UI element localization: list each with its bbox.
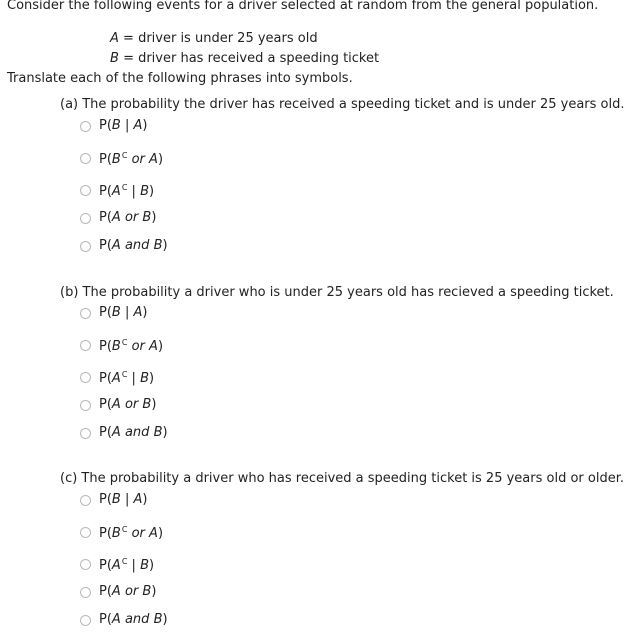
option-label: $P(A^C$ | B) [99,183,155,199]
option-label: P(A or B) [99,210,157,225]
radio-circle-icon[interactable] [80,308,91,319]
radio-circle-icon[interactable] [80,121,91,132]
option-label: P(A and B) [99,612,168,627]
radio-circle-icon[interactable] [80,559,91,570]
option-label: $P(A^C$ | B) [99,370,155,386]
definition-a [110,31,318,47]
symbol-b: B [110,51,119,66]
option-label: P(B | A) [99,305,148,320]
radio-circle-icon[interactable] [80,340,91,351]
definition-b [110,51,379,67]
radio-circle-icon[interactable] [80,400,91,411]
option-b5[interactable] [80,425,168,441]
intro-text: Consider the following events for a driver selected at random from the general population. [7,0,599,13]
option-label: $P(B^C$ or A) [99,151,164,167]
option-b3[interactable] [80,369,154,385]
radio-circle-icon[interactable] [80,615,91,626]
option-c1[interactable] [80,492,147,508]
radio-circle-icon[interactable] [80,527,91,538]
radio-circle-icon[interactable] [80,428,91,439]
option-b1[interactable] [80,305,147,321]
radio-circle-icon[interactable] [80,241,91,252]
radio-circle-icon[interactable] [80,185,91,196]
question-a-prompt: (a) The probability the driver has received a speeding ticket and is under 25 years old. [60,97,625,112]
option-label: P(A or B) [99,397,157,412]
option-a3[interactable] [80,182,154,198]
radio-circle-icon[interactable] [80,372,91,383]
definition-a-text: = driver is under 25 years old [123,31,318,46]
option-label: $P(A^C$ | B) [99,557,155,573]
option-label: $P(B^C$ or A) [99,525,164,541]
option-c2[interactable] [80,524,163,540]
option-a5[interactable] [80,238,168,254]
symbol-a: A [110,31,119,46]
radio-circle-icon[interactable] [80,495,91,506]
option-label: P(A and B) [99,425,168,440]
option-a4[interactable] [80,210,156,226]
option-c3[interactable] [80,556,154,572]
option-b2[interactable] [80,337,163,353]
option-label: P(B | A) [99,118,148,133]
option-label: $P(B^C$ or A) [99,338,164,354]
option-c5[interactable] [80,612,168,628]
question-c-prompt: (c) The probability a driver who has received a speeding ticket is 25 years old or older. [60,471,624,486]
definition-b-text: = driver has received a speeding ticket [123,51,380,66]
option-label: P(A and B) [99,238,168,253]
radio-circle-icon[interactable] [80,153,91,164]
option-c4[interactable] [80,584,156,600]
instruction-text: Translate each of the following phrases into symbols. [7,71,353,86]
option-label: P(B | A) [99,492,148,507]
option-a1[interactable] [80,118,147,134]
option-label: P(A or B) [99,584,157,599]
question-b-prompt: (b) The probability a driver who is under 25 years old has recieved a speeding ticket. [60,285,614,300]
radio-circle-icon[interactable] [80,213,91,224]
option-b4[interactable] [80,397,156,413]
option-a2[interactable] [80,150,163,166]
radio-circle-icon[interactable] [80,587,91,598]
